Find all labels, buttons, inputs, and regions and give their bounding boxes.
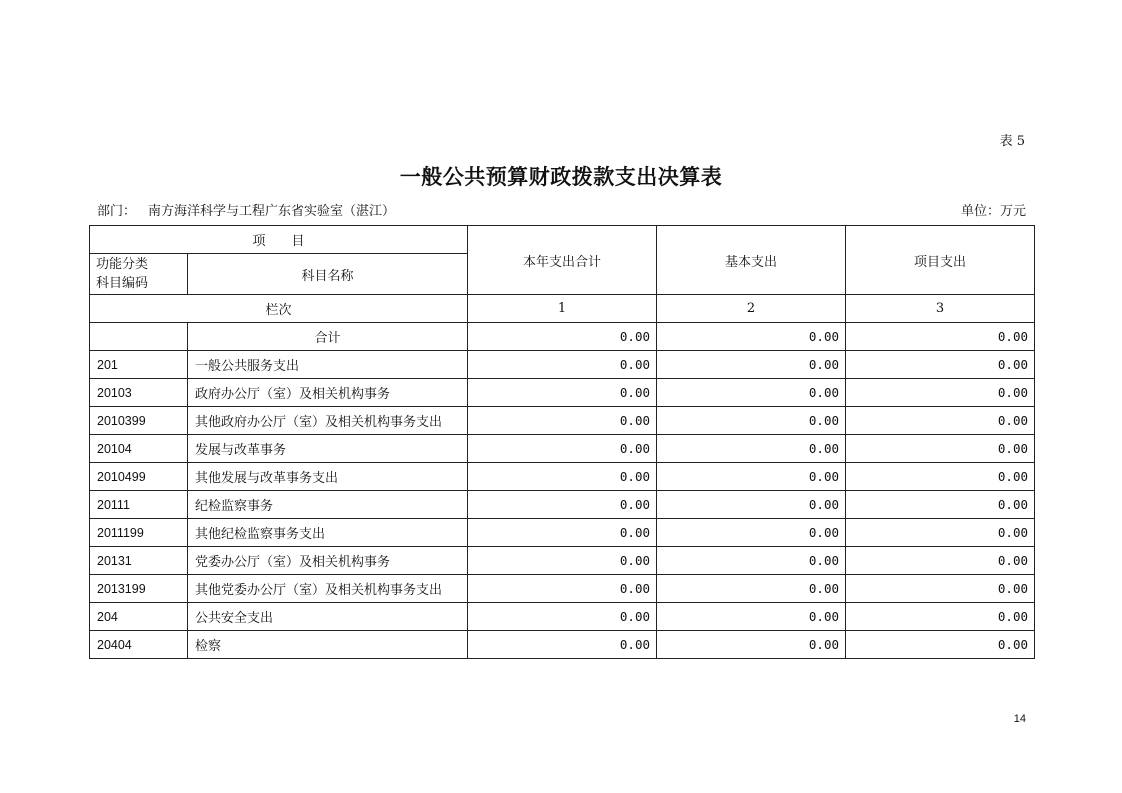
header-row-1 xyxy=(90,226,1035,254)
total-row xyxy=(90,323,1035,351)
table-row xyxy=(90,519,1035,547)
total-label: 合计 xyxy=(188,323,468,351)
amount-project: 0.00 xyxy=(846,519,1035,547)
total-amount-basic: 0.00 xyxy=(657,323,846,351)
amount-total: 0.00 xyxy=(468,603,657,631)
subject-code: 20111 xyxy=(90,491,188,519)
column-index-3: 3 xyxy=(846,295,1035,323)
header-subject-name: 科目名称 xyxy=(188,254,468,295)
amount-basic: 0.00 xyxy=(657,491,846,519)
table-row xyxy=(90,547,1035,575)
amount-basic: 0.00 xyxy=(657,603,846,631)
subject-code: 20104 xyxy=(90,435,188,463)
amount-project: 0.00 xyxy=(846,603,1035,631)
unit-label: 单位：万元 xyxy=(960,204,1026,219)
amount-basic: 0.00 xyxy=(657,631,846,659)
department-name: 南方海洋科学与工程广东省实验室（湛江） xyxy=(148,204,396,219)
amount-total: 0.00 xyxy=(468,547,657,575)
amount-total: 0.00 xyxy=(468,435,657,463)
amount-total: 0.00 xyxy=(468,351,657,379)
subject-code: 201 xyxy=(90,351,188,379)
expenditure-table xyxy=(89,225,1035,659)
subject-code: 2013199 xyxy=(90,575,188,603)
subject-code: 204 xyxy=(90,603,188,631)
subject-code: 2010499 xyxy=(90,463,188,491)
subject-code: 2010399 xyxy=(90,407,188,435)
subject-code: 20404 xyxy=(90,631,188,659)
department-info xyxy=(97,200,395,219)
subject-name: 其他党委办公厅（室）及相关机构事务支出 xyxy=(188,575,468,603)
header-col-total: 本年支出合计 xyxy=(468,226,657,295)
amount-basic: 0.00 xyxy=(657,435,846,463)
amount-project: 0.00 xyxy=(846,435,1035,463)
table-row xyxy=(90,435,1035,463)
subject-code: 2011199 xyxy=(90,519,188,547)
table-row xyxy=(90,379,1035,407)
amount-basic: 0.00 xyxy=(657,547,846,575)
page-title: 一般公共预算财政拨款支出决算表 xyxy=(399,164,723,189)
header-project: 项 目 xyxy=(90,226,468,254)
header-category-code xyxy=(90,254,188,295)
amount-project: 0.00 xyxy=(846,379,1035,407)
amount-project: 0.00 xyxy=(846,351,1035,379)
table-row xyxy=(90,603,1035,631)
header-category-code-text: 功能分类 科目编码 xyxy=(96,257,149,291)
table-row xyxy=(90,351,1035,379)
subject-name: 其他发展与改革事务支出 xyxy=(188,463,468,491)
page-number: 14 xyxy=(1013,713,1026,725)
column-index-2: 2 xyxy=(657,295,846,323)
department-label: 部门： xyxy=(97,204,137,219)
column-index-label: 栏次 xyxy=(90,295,468,323)
total-amount-project: 0.00 xyxy=(846,323,1035,351)
amount-project: 0.00 xyxy=(846,407,1035,435)
header-col-project: 项目支出 xyxy=(846,226,1035,295)
column-index-row xyxy=(90,295,1035,323)
amount-project: 0.00 xyxy=(846,491,1035,519)
amount-project: 0.00 xyxy=(846,547,1035,575)
amount-total: 0.00 xyxy=(468,631,657,659)
amount-basic: 0.00 xyxy=(657,575,846,603)
subject-name: 纪检监察事务 xyxy=(188,491,468,519)
amount-project: 0.00 xyxy=(846,575,1035,603)
total-amount-total: 0.00 xyxy=(468,323,657,351)
header-col-basic: 基本支出 xyxy=(657,226,846,295)
subject-name: 其他纪检监察事务支出 xyxy=(188,519,468,547)
column-index-1: 1 xyxy=(468,295,657,323)
subject-name: 政府办公厅（室）及相关机构事务 xyxy=(188,379,468,407)
amount-total: 0.00 xyxy=(468,463,657,491)
subject-name: 检察 xyxy=(188,631,468,659)
amount-total: 0.00 xyxy=(468,575,657,603)
subject-name: 党委办公厅（室）及相关机构事务 xyxy=(188,547,468,575)
table-row xyxy=(90,407,1035,435)
subject-name: 其他政府办公厅（室）及相关机构事务支出 xyxy=(188,407,468,435)
amount-basic: 0.00 xyxy=(657,519,846,547)
table-row xyxy=(90,631,1035,659)
amount-total: 0.00 xyxy=(468,519,657,547)
subject-name: 发展与改革事务 xyxy=(188,435,468,463)
meta-row xyxy=(97,200,1026,218)
total-code-cell xyxy=(90,323,188,351)
amount-basic: 0.00 xyxy=(657,351,846,379)
subject-code: 20131 xyxy=(90,547,188,575)
subject-code: 20103 xyxy=(90,379,188,407)
amount-total: 0.00 xyxy=(468,491,657,519)
amount-project: 0.00 xyxy=(846,631,1035,659)
amount-total: 0.00 xyxy=(468,407,657,435)
table-row xyxy=(90,463,1035,491)
amount-basic: 0.00 xyxy=(657,379,846,407)
subject-name: 一般公共服务支出 xyxy=(188,351,468,379)
amount-basic: 0.00 xyxy=(657,407,846,435)
subject-name: 公共安全支出 xyxy=(188,603,468,631)
table-row xyxy=(90,575,1035,603)
amount-project: 0.00 xyxy=(846,463,1035,491)
amount-basic: 0.00 xyxy=(657,463,846,491)
table-row xyxy=(90,491,1035,519)
table-number: 表 5 xyxy=(999,134,1025,149)
amount-total: 0.00 xyxy=(468,379,657,407)
